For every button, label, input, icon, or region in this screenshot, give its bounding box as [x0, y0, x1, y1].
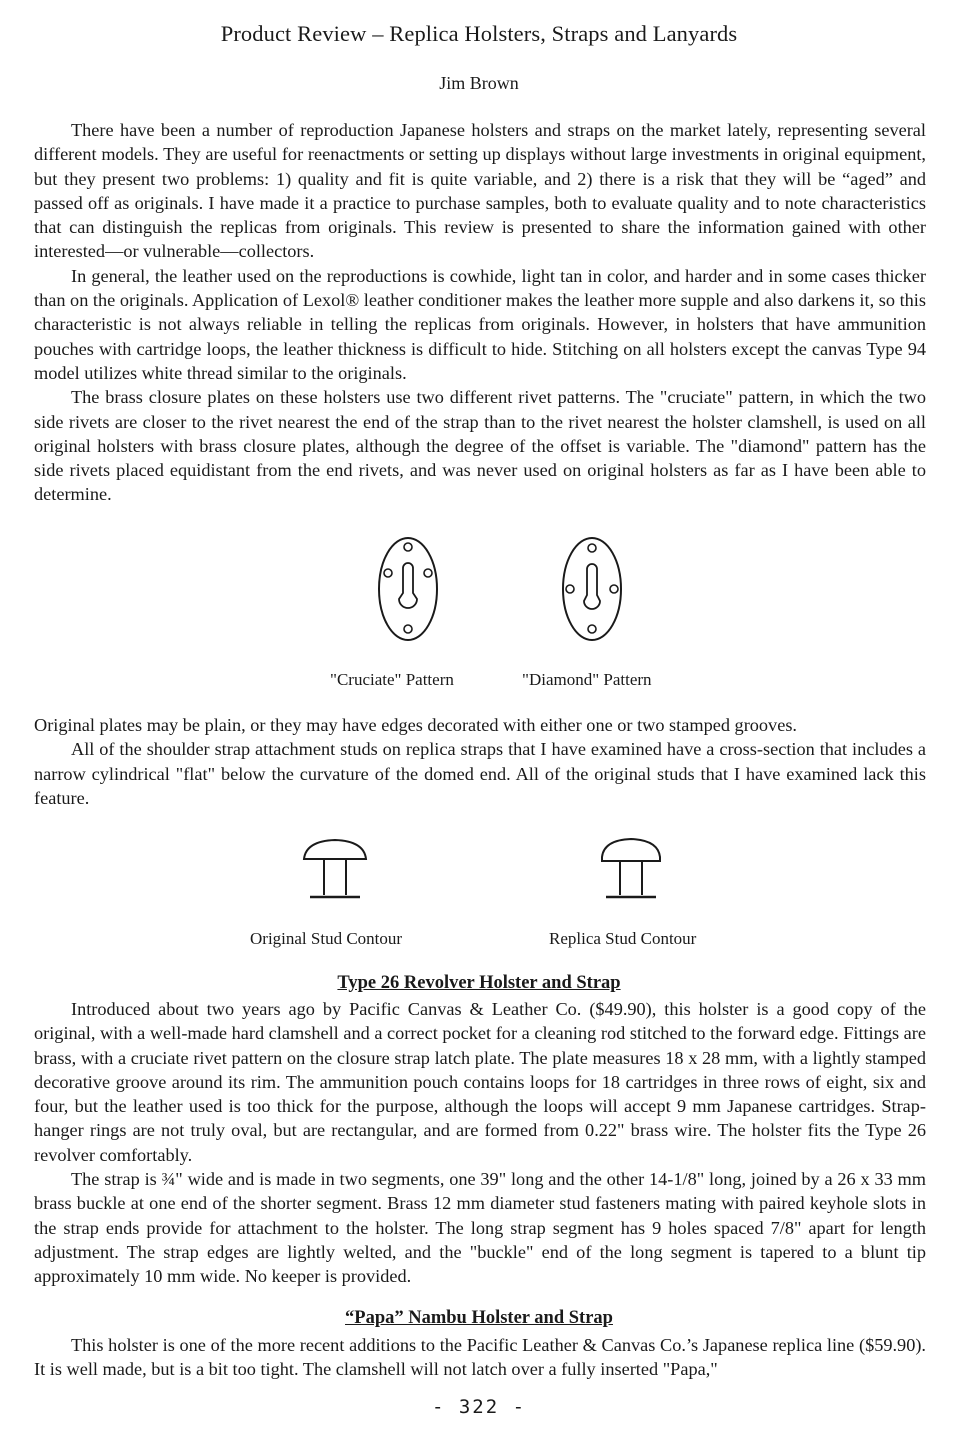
paragraph: There have been a number of reproduction Japanese holsters and straps on the market lately, representing several different models. They are useful for reenactments or setting up displays without large investments in original equipment, but they present two problems: 1) quality and fit is quite variable, and 2) there is a risk that they will be “aged” and passed off as originals. I have made it a practice to purchase samples, both to evaluate quality and to note characteristics that can distinguish the replicas from originals. This review is presented to share the information gained with other interested—or vulnerable—collectors.: [34, 120, 926, 262]
diamond-pattern-caption: "Diamond" Pattern: [522, 670, 652, 689]
replica-stud-illustration: [598, 835, 664, 905]
cruciate-pattern-caption: "Cruciate" Pattern: [330, 670, 454, 689]
replica-stud-caption: Replica Stud Contour: [549, 929, 697, 948]
original-stud-caption: Original Stud Contour: [250, 929, 403, 948]
page-number: - 322 -: [431, 1396, 527, 1418]
paragraph: Original plates may be plain, or they may have edges decorated with either one or two stamped grooves.: [34, 715, 798, 735]
paragraph: This holster is one of the more recent additions to the Pacific Leather & Canvas Co.’s Japanese replica line ($59.90). It is well made, but is a bit too tight. The clamshell will not latch over a fully inserted "Papa,": [34, 1335, 926, 1380]
section-heading-type26: Type 26 Revolver Holster and Strap: [337, 973, 621, 993]
section-papa-nambu-text: [34, 1333, 926, 1382]
original-stud-illustration: [300, 835, 370, 905]
section-heading-papa-nambu: “Papa” Nambu Holster and Strap: [345, 1308, 613, 1328]
diamond-plate-illustration: [560, 535, 624, 643]
middle-text: [34, 713, 926, 810]
paragraph: All of the shoulder strap attachment studs on replica straps that I have examined have a cross-section that includes a narrow cylindrical "flat" below the curvature of the domed end. All of the original studs that I have examined lack this feature.: [34, 739, 926, 808]
paragraph: The strap is ¾" wide and is made in two segments, one 39" long and the other 14-1/8" long, joined by a 26 x 33 mm brass buckle at one end of the shorter segment. Brass 12 mm diameter stud fasteners mating with paired keyhole slots in the strap ends provide for attachment to the holster. The long strap segment has 9 holes spaced 7/8" apart for length adjustment. The strap edges are lightly welted, and the "buckle" end of the long segment is tapered to a blunt tip approximately 10 mm wide. No keeper is provided.: [34, 1169, 926, 1287]
paragraph: The brass closure plates on these holsters use two different rivet patterns. The "cruciate" pattern, in which the two side rivets are closer to the rivet nearest the end of the strap than to the rivet nearest the holster clamshell, is used on all original holsters with brass closure plates, although the degree of the offset is variable. The "diamond" pattern has the side rivets placed equidistant from the end rivets, and was never used on original holsters as far as I have been able to determine.: [34, 387, 926, 505]
article-title: Product Review – Replica Holsters, Straps and Lanyards: [220, 21, 738, 46]
paragraph: Introduced about two years ago by Pacific Canvas & Leather Co. ($49.90), this holster is a good copy of the original, with a well-made hard clamshell and a correct pocket for a cleaning rod stitched to the forward edge. Fittings are brass, with a cruciate rivet pattern on the closure strap latch plate. The plate measures 18 x 28 mm, with a lightly stamped decorative groove around its rim. The ammunition pouch contains loops for 18 cartridges in three rows of eight, six and four, but the leather used is too thick for the purpose, although the loops will accept 9 mm Japanese cartridges. Strap-hanger rings are not truly oval, but are rectangular, and are formed from 0.22" brass wire. The holster fits the Type 26 revolver comfortably.: [34, 999, 926, 1165]
section-type26-text: [34, 997, 926, 1289]
article-author: Jim Brown: [439, 73, 519, 93]
intro-text: [34, 118, 926, 507]
cruciate-plate-illustration: [376, 535, 440, 643]
paragraph: In general, the leather used on the reproductions is cowhide, light tan in color, and harder and in some cases thicker than on the originals. Application of Lexol® leather conditioner makes the leather more supple and also darkens it, so this characteristic is not always reliable in telling the replicas from originals. However, in holsters that have ammunition pouches with cartridge loops, the leather thickness is difficult to hide. Stitching on all holsters except the canvas Type 94 model utilizes white thread similar to the originals.: [34, 265, 926, 383]
